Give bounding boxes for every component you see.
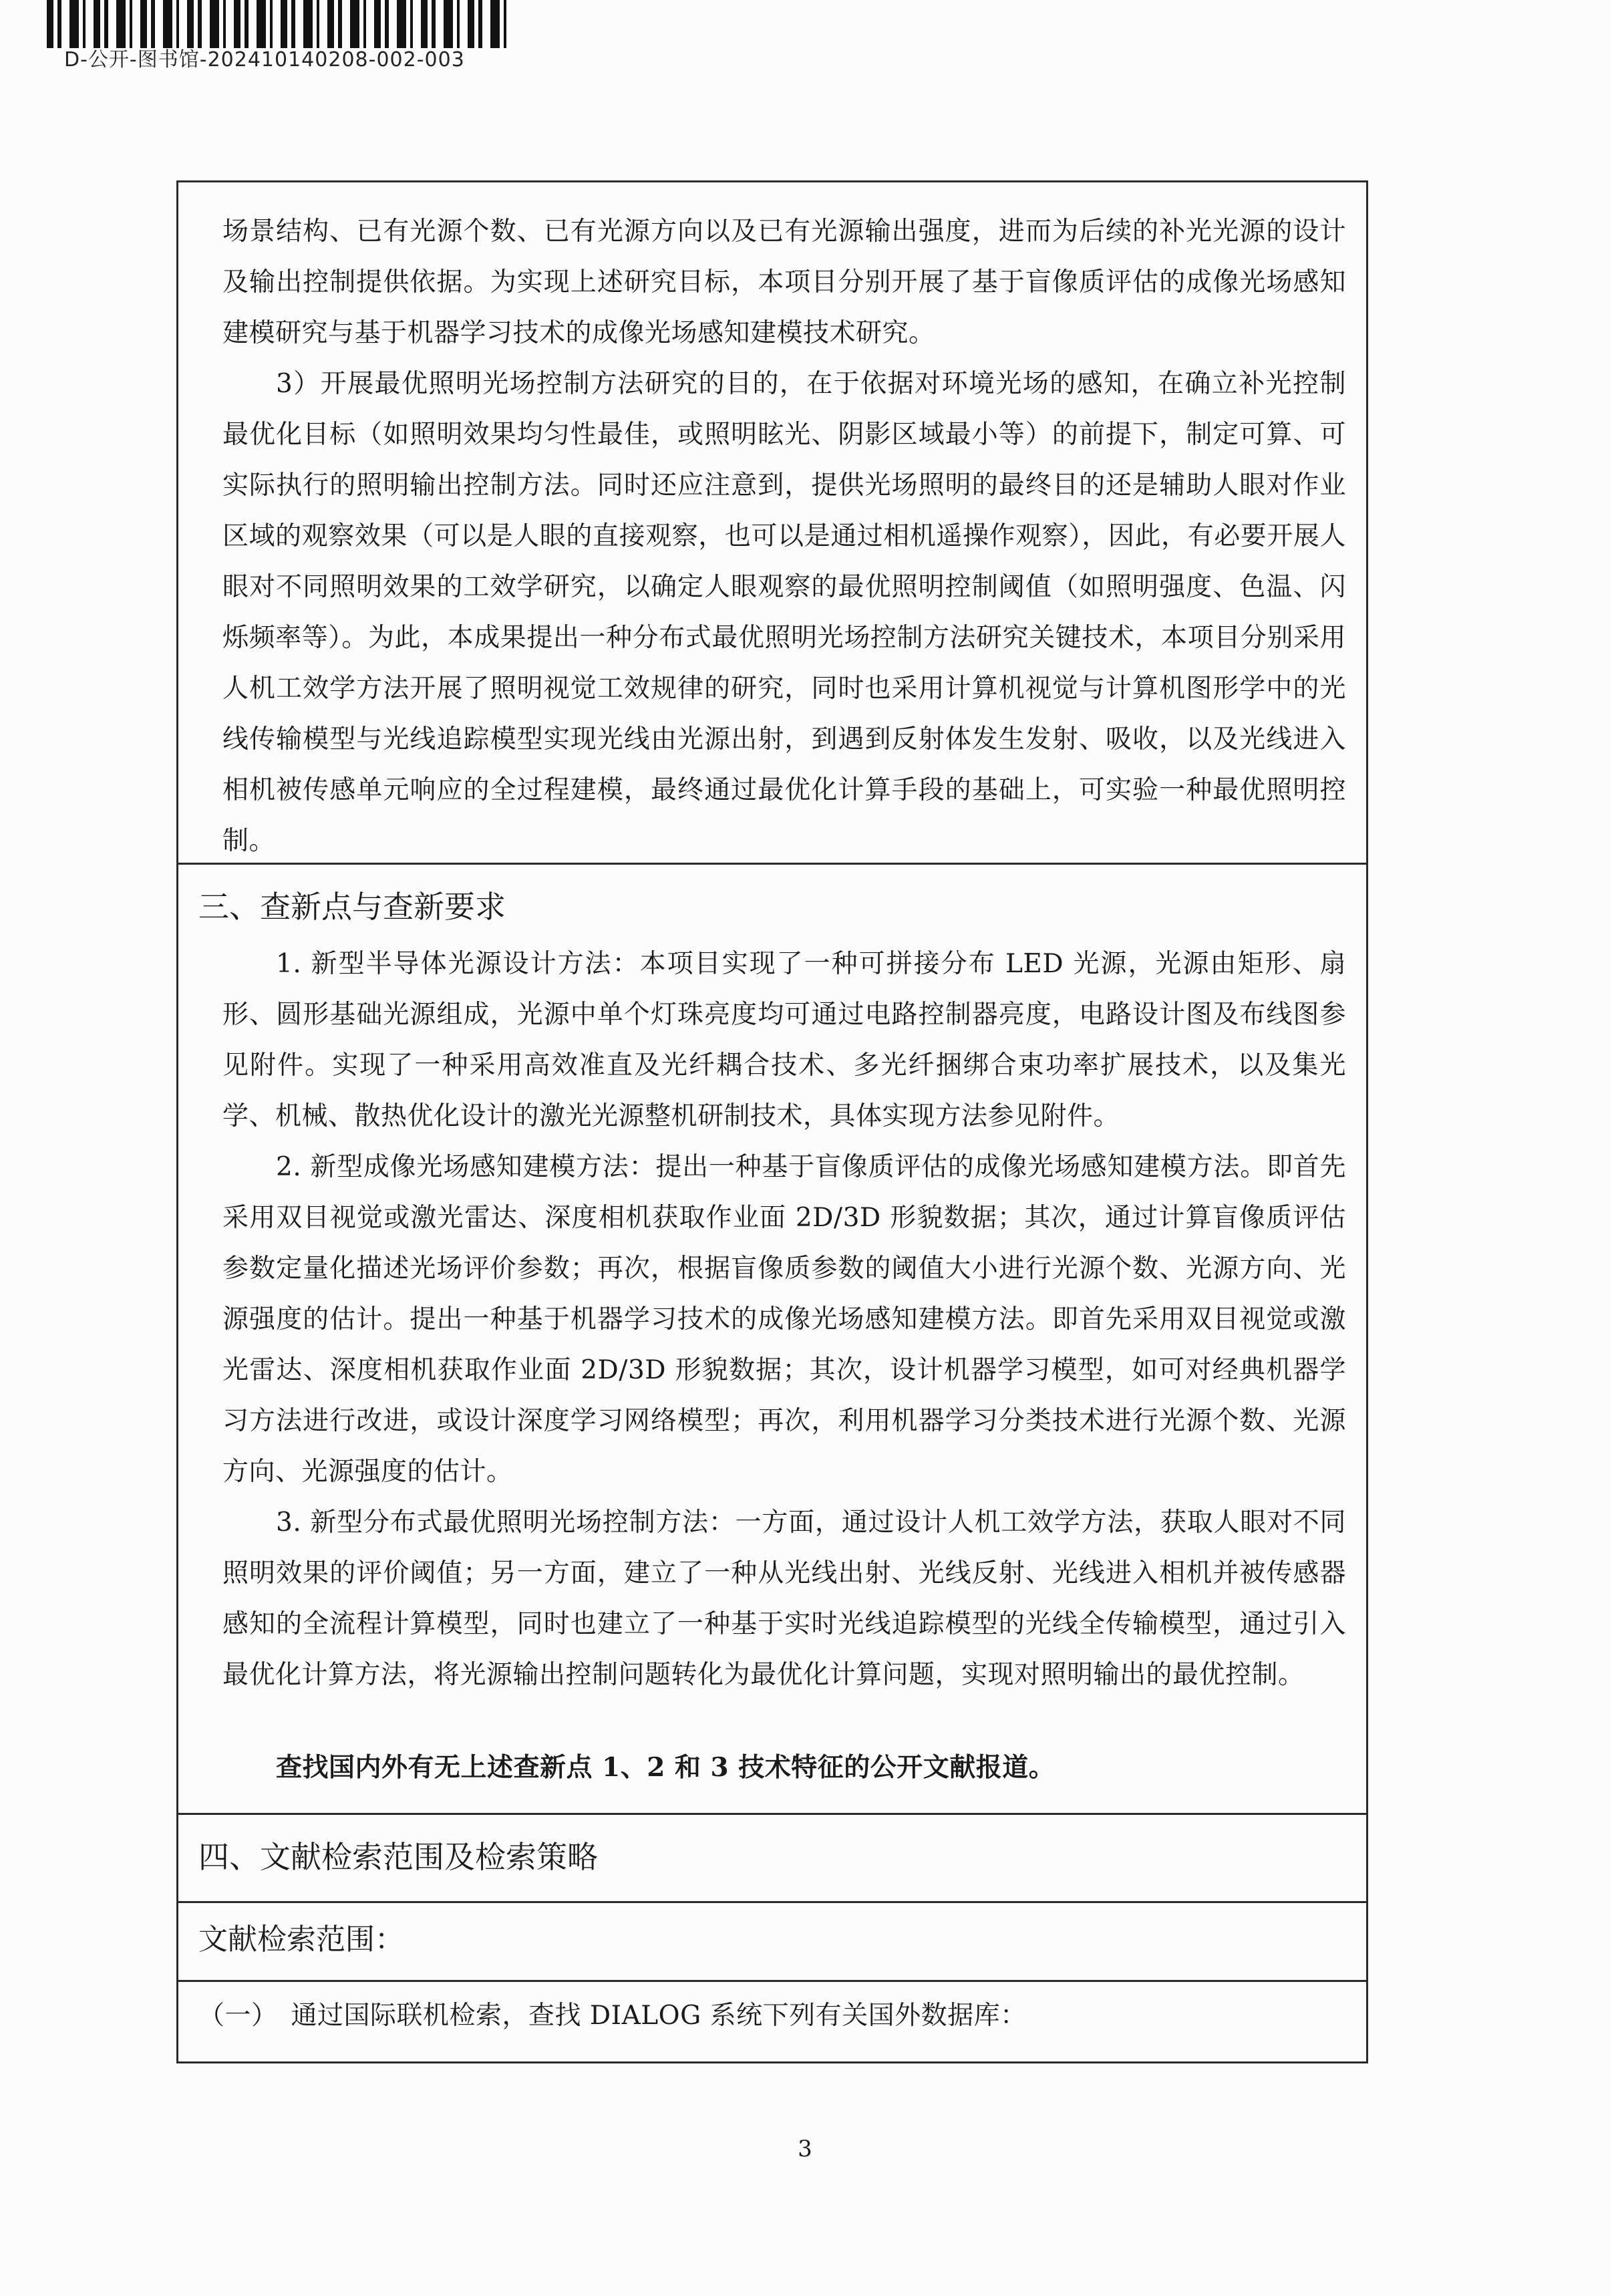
section-4 (178, 1832, 1366, 1882)
section-2-continued (178, 206, 1366, 867)
section-heading: 四、文献检索范围及检索策略 (198, 1839, 598, 1875)
search-item-text: （一） 通过国际联机检索，查找 DIALOG 系统下列有关国外数据库： (198, 2001, 1027, 2031)
divider (178, 1980, 1366, 1982)
sub-heading: 文献检索范围： (198, 1922, 404, 1957)
search-requirement: 查找国内外有无上述查新点 1、2 和 3 技术特征的公开文献报道。 (276, 1752, 1056, 1783)
section-3 (178, 881, 1366, 1793)
paragraph: 3）开展最优照明光场控制方法研究的目的，在于依据对环境光场的感知，在确立补光控制最优化目标（如照明效果均匀性最佳，或照明眩光、阴影区域最小等）的前提下，制定可算、可实际执行的照明输出控制方法。同时还应注意到，提供光场照明的最终目的还是辅助人眼对作业区域的观察效果（可以是人眼的直接观察，也可以是通过相机遥操作观察），因此，有必要开展人眼对不同照明效果的工效学研究，以确定人眼观察的最优照明控制阈值（如照明强度、色温、闪烁频率等）。为此，本成果提出一种分布式最优照明光场控制方法研究关键技术，本项目分别采用人机工效学方法开展了照明视觉工效规律的研究，同时也采用计算机视觉与计算机图形学中的光线传输模型与光线追踪模型实现光线由光源出射，到遇到反射体发生发射、吸收，以及光线进入相机被传感单元响应的全过程建模，最终通过最优化计算手段的基础上，可实验一种最优照明控制。 (222, 369, 1346, 856)
document-code: D-公开-图书馆-202410140208-002-003 (64, 48, 465, 71)
novelty-point: 1. 新型半导体光源设计方法：本项目实现了一种可拼接分布 LED 光源，光源由矩形、扇形、圆形基础光源组成，光源中单个灯珠亮度均可通过电路控制器亮度，电路设计图及布线图参见附件。实现了一种采用高效准直及光纤耦合技术、多光纤捆绑合束功率扩展技术，以及集光学、机械、散热优化设计的激光光源整机研制技术，具体实现方法参见附件。 (222, 949, 1346, 1131)
novelty-point: 2. 新型成像光场感知建模方法：提出一种基于盲像质评估的成像光场感知建模方法。即首先采用双目视觉或激光雷达、深度相机获取作业面 2D/3D 形貌数据；其次，通过计算盲像质评估参数定量化描述光场评价参数；再次，根据盲像质参数的阈值大小进行光源个数、光源方向、光源强度的估计。提出一种基于机器学习技术的成像光场感知建模方法。即首先采用双目视觉或激光雷达、深度相机获取作业面 2D/3D 形貌数据；其次，设计机器学习模型，如可对经典机器学习方法进行改进，或设计深度学习网络模型；再次，利用机器学习分类技术进行光源个数、光源方向、光源强度的估计。 (222, 1152, 1346, 1487)
paragraph: 场景结构、已有光源个数、已有光源方向以及已有光源输出强度，进而为后续的补光光源的设计及输出控制提供依据。为实现上述研究目标，本项目分别开展了基于盲像质评估的成像光场感知建模研究与基于机器学习技术的成像光场感知建模技术研究。 (222, 217, 1346, 348)
form-table (176, 180, 1368, 2063)
divider (178, 863, 1366, 865)
divider (178, 1813, 1366, 1815)
search-item (178, 1991, 1366, 2041)
page-number: 3 (798, 2136, 812, 2162)
barcode (47, 0, 514, 48)
novelty-point: 3. 新型分布式最优照明光场控制方法：一方面，通过设计人机工效学方法，获取人眼对不同照明效果的评价阈值；另一方面，建立了一种从光线出射、光线反射、光线进入相机并被传感器感知的全流程计算模型，同时也建立了一种基于实时光线追踪模型的光线全传输模型，通过引入最优化计算方法，将光源输出控制问题转化为最优化计算问题，实现对照明输出的最优控制。 (222, 1508, 1346, 1690)
search-scope (178, 1914, 1366, 1965)
divider (178, 1901, 1366, 1903)
section-heading: 三、查新点与查新要求 (198, 889, 506, 925)
